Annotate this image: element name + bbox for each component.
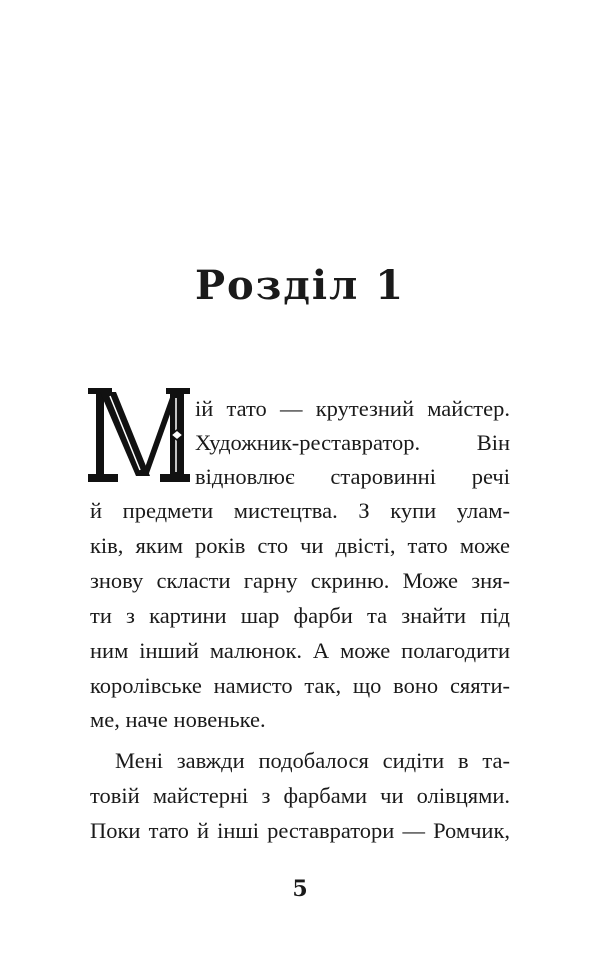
text-line: Поки тато й інші реставратори — Ромчик, [90,818,510,843]
text-line: товій майстерні з фарбами чи олівцями. [90,783,510,808]
text-line: ків, яким років сто чи двісті, тато може [90,533,510,558]
text-line: ним інший малюнок. А може полагодити [90,638,510,663]
text-line: ти з картини шар фарби та знайти під [90,603,510,628]
text-line: ме, наче новеньке. [90,707,266,732]
text-line: Мені завжди подобалося сидіти в та- [115,748,510,773]
drop-cap-m [88,388,190,482]
text-line: ій тато — крутезний майстер. [195,396,510,421]
text-line: королівське намисто так, що воно сяяти- [90,673,510,698]
text-line: й предмети мистецтва. З купи улам- [90,498,510,523]
page-number: 5 [292,876,308,902]
text-line: відновлює старовинні речі [195,464,510,489]
text-line: знову скласти гарну скриню. Може зня- [90,568,510,593]
text-line: Художник-реставратор. Він [195,430,510,455]
chapter-title: Розділ 1 [194,262,406,309]
